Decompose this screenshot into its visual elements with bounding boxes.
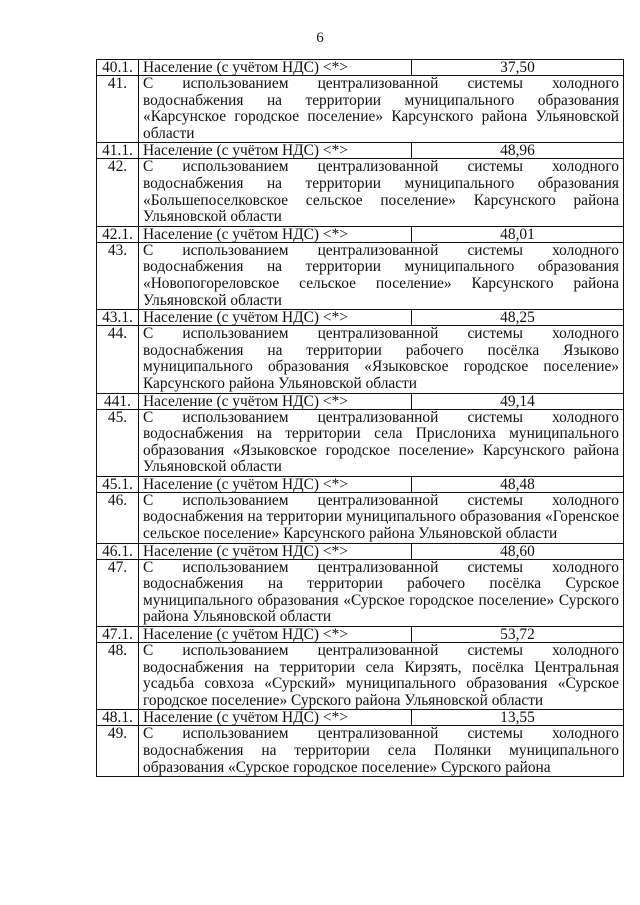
tariff-row (97, 476, 624, 492)
section-description: С использованием централизованной системы холодного водоснабжения на территории рабочего посёлка Сурское муниципального образования «Сурское городское поселение» Сурского района Ульяновской области (139, 559, 624, 626)
tariff-value: 48,48 (412, 476, 624, 492)
row-number: 48. (97, 643, 139, 710)
consumer-label: Население (с учётом НДС) <*> (139, 310, 412, 326)
section-description: С использованием централизованной системы холодного водоснабжения на территории муниципального образования «Горенское сельское поселение» Карсунского района Ульяновской области (139, 492, 624, 543)
consumer-label: Население (с учётом НДС) <*> (139, 226, 412, 242)
section-row (97, 242, 624, 309)
section-description: С использованием централизованной системы холодного водоснабжения на территории рабочего посёлка Языково муниципального образования «Языковское городское поселение» Карсунского района Ульяновской области (139, 326, 624, 393)
section-description: С использованием централизованной системы холодного водоснабжения на территории муниципального образования «Большепоселковское сельское поселение» Карсунского района Ульяновской области (139, 159, 624, 226)
tariff-table-body (97, 60, 624, 777)
section-row (97, 159, 624, 226)
tariff-value: 13,55 (412, 710, 624, 726)
tariff-value: 49,14 (412, 393, 624, 409)
row-number: 47. (97, 559, 139, 626)
row-number: 44. (97, 326, 139, 393)
section-description: С использованием централизованной системы холодного водоснабжения на территории муниципального образования «Новопогореловское сельское поселение» Карсунского района Ульяновской области (139, 242, 624, 309)
row-number: 43.1. (97, 310, 139, 326)
row-number: 49. (97, 726, 139, 777)
section-row (97, 643, 624, 710)
tariff-row (97, 60, 624, 76)
row-number: 45. (97, 409, 139, 476)
tariff-row (97, 393, 624, 409)
row-number: 46. (97, 492, 139, 543)
section-description: С использованием централизованной системы холодного водоснабжения на территории муниципального образования «Карсунское городское поселение» Карсунского района Ульяновской области (139, 76, 624, 143)
tariff-row (97, 143, 624, 159)
tariff-table (96, 59, 624, 777)
tariff-value: 48,96 (412, 143, 624, 159)
section-description: С использованием централизованной системы холодного водоснабжения на территории села Полянки муниципального образования «Сурское городское поселение» Сурского района (139, 726, 624, 777)
section-row (97, 409, 624, 476)
tariff-value: 48,01 (412, 226, 624, 242)
section-description: С использованием централизованной системы холодного водоснабжения на территории села Прислониха муниципального образования «Языковское городское поселение» Карсунского района Ульяновской области (139, 409, 624, 476)
row-number: 441. (97, 393, 139, 409)
consumer-label: Население (с учётом НДС) <*> (139, 143, 412, 159)
row-number: 41. (97, 76, 139, 143)
consumer-label: Население (с учётом НДС) <*> (139, 393, 412, 409)
row-number: 45.1. (97, 476, 139, 492)
consumer-label: Население (с учётом НДС) <*> (139, 60, 412, 76)
page-number: 6 (316, 30, 324, 46)
tariff-row (97, 710, 624, 726)
tariff-row (97, 310, 624, 326)
section-row (97, 726, 624, 777)
consumer-label: Население (с учётом НДС) <*> (139, 710, 412, 726)
tariff-value: 48,60 (412, 543, 624, 559)
row-number: 46.1. (97, 543, 139, 559)
row-number: 47.1. (97, 627, 139, 643)
tariff-value: 48,25 (412, 310, 624, 326)
tariff-row (97, 543, 624, 559)
row-number: 40.1. (97, 60, 139, 76)
section-row (97, 326, 624, 393)
tariff-value: 37,50 (412, 60, 624, 76)
consumer-label: Население (с учётом НДС) <*> (139, 627, 412, 643)
consumer-label: Население (с учётом НДС) <*> (139, 476, 412, 492)
section-row (97, 492, 624, 543)
tariff-row (97, 627, 624, 643)
tariff-row (97, 226, 624, 242)
row-number: 42. (97, 159, 139, 226)
row-number: 42.1. (97, 226, 139, 242)
section-description: С использованием централизованной системы холодного водоснабжения на территории села Кирзять, посёлка Центральная усадьба совхоза «Сурский» муниципального образования «Сурское городское поселение» Сурского района Ульяновской области (139, 643, 624, 710)
row-number: 43. (97, 242, 139, 309)
consumer-label: Население (с учётом НДС) <*> (139, 543, 412, 559)
section-row (97, 559, 624, 626)
row-number: 41.1. (97, 143, 139, 159)
section-row (97, 76, 624, 143)
tariff-value: 53,72 (412, 627, 624, 643)
row-number: 48.1. (97, 710, 139, 726)
